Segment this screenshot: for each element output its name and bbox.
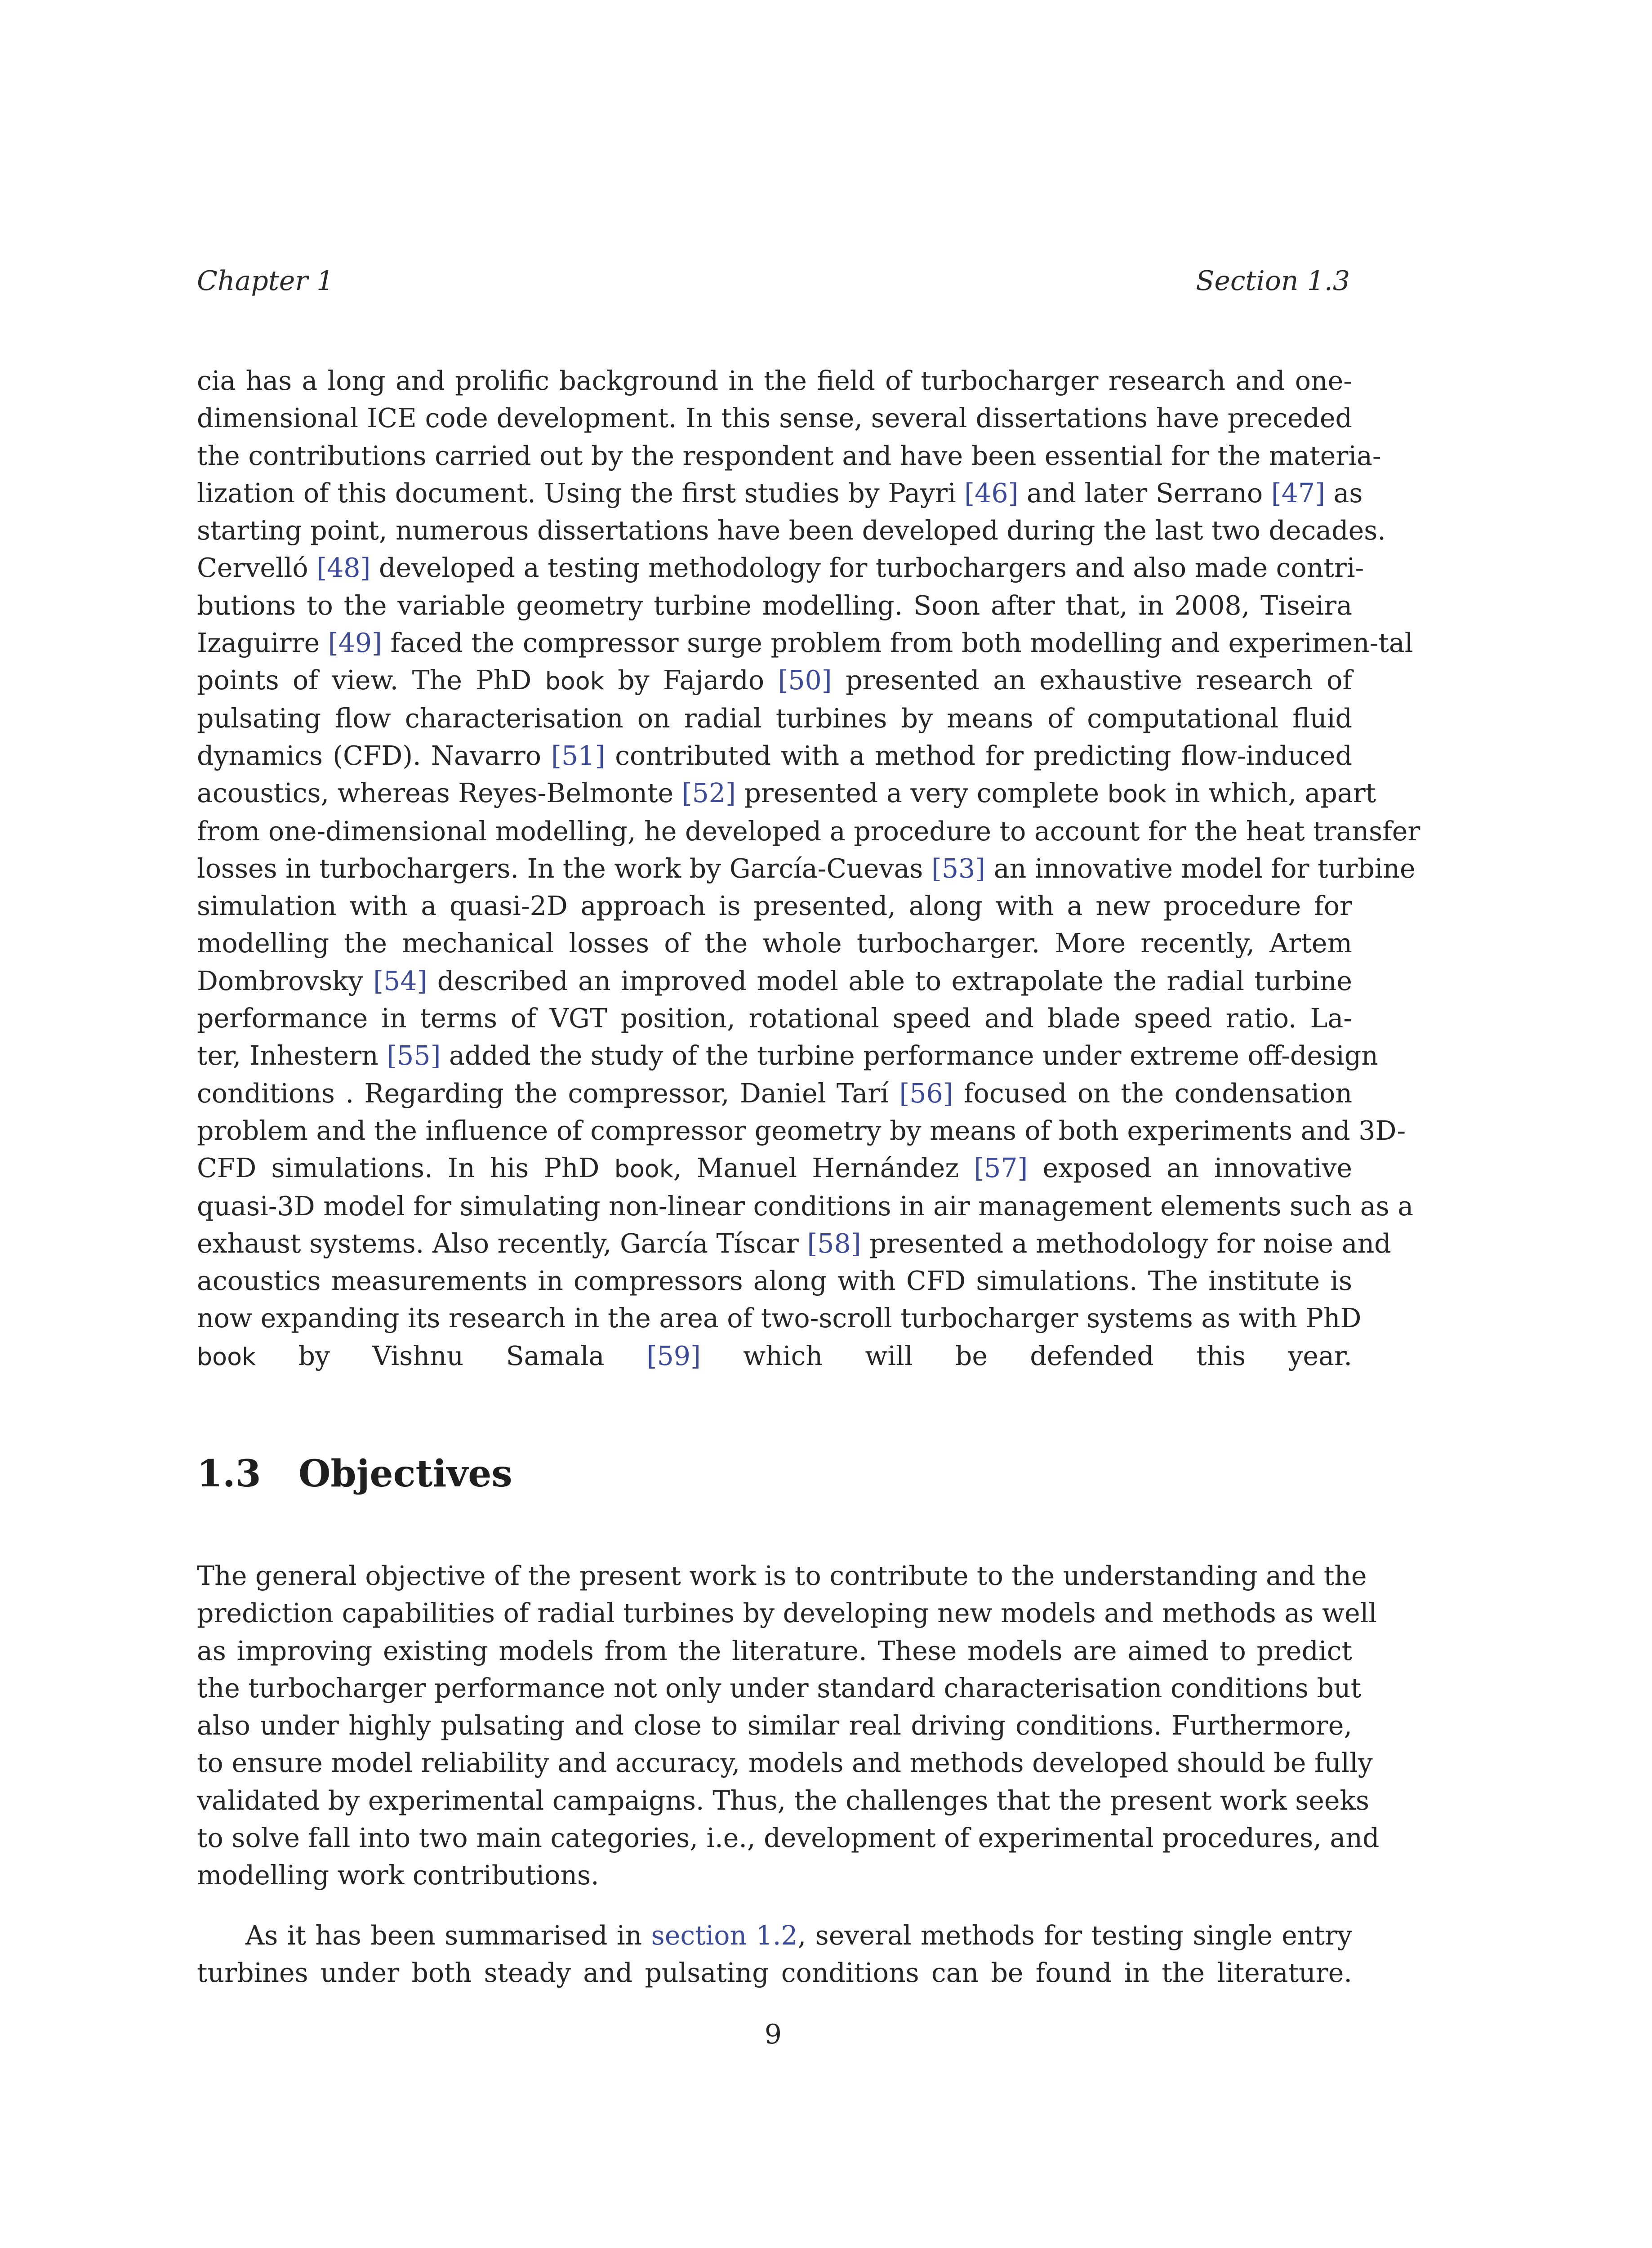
text-run: The general objective of the present work is to contribute to the understanding and the [197,1561,1367,1591]
text-line [197,1188,1414,1225]
text-run: , Manuel Hernández [673,1153,974,1184]
text-run: contributed with a method for predicting flow-induced [605,740,1352,771]
text-line [197,813,1420,850]
page-number: 9 [764,2019,782,2050]
text-line [197,1338,1352,1375]
text-line [197,1954,1352,1992]
section-heading [197,1452,512,1495]
text-line [197,549,1364,587]
text-line [197,587,1352,624]
text-run: in which, apart [1166,778,1376,809]
citation-link[interactable]: [52] [681,778,736,809]
text-line [197,888,1352,925]
text-run: the contributions carried out by the respondent and have been essential for the materia- [197,440,1381,471]
text-run: dynamics (CFD). Navarro [197,740,552,771]
text-line [197,1150,1352,1187]
text-run: also under highly pulsating and close to similar real driving conditions. Furthermore, [197,1710,1352,1741]
text-run: and later Serrano [1018,477,1271,508]
text-line [197,1300,1362,1337]
text-line [197,1857,1352,1894]
citation-link[interactable]: [53] [931,853,986,884]
text-run: problem and the influence of compressor geometry by means of both experiments and 3D- [197,1115,1406,1146]
text-run: modelling the mechanical losses of the whole turbocharger. More recently, Artem [197,928,1352,959]
text-run: as improving existing models from the literature. These models are aimed to predict [197,1635,1352,1666]
citation-link[interactable]: [55] [387,1040,441,1071]
book-word: book [1107,780,1167,808]
text-line [197,362,1352,400]
citation-link[interactable]: [57] [974,1153,1028,1184]
text-line [197,1225,1391,1262]
citation-link[interactable]: [56] [899,1078,953,1109]
section-number: 1.3 [197,1452,261,1495]
text-line [197,1820,1380,1857]
text-run: presented an exhaustive research of [832,665,1352,696]
text-line [197,700,1352,737]
text-run: now expanding its research in the area of two-scroll turbocharger systems as with PhD [197,1303,1362,1334]
text-run: to ensure model reliability and accuracy, models and methods developed should be fully [197,1748,1373,1779]
text-run: cia has a long and prolific background in the field of turbocharger research and one- [197,366,1352,396]
text-line [197,400,1352,437]
text-line [197,1707,1352,1744]
text-run: an innovative model for turbine [985,853,1416,884]
citation-link[interactable]: [58] [807,1228,861,1259]
citation-link[interactable]: [50] [778,665,832,696]
text-line [197,963,1352,1000]
text-line [197,624,1413,662]
text-run: prediction capabilities of radial turbines by developing new models and methods as well [197,1598,1377,1629]
text-line [197,775,1376,812]
text-line [197,662,1352,700]
text-line [197,1632,1352,1670]
header-section: Section 1.3 [1196,265,1350,297]
text-line [197,1262,1352,1300]
paragraph-testing-methods [197,1917,1352,1992]
text-line [197,737,1352,775]
text-line [197,437,1381,475]
paragraph-objectives [197,1557,1380,1895]
text-run: by Vishnu Samala [256,1340,647,1371]
text-line [197,1670,1362,1707]
citation-link[interactable]: [54] [373,965,427,996]
paragraph-background [197,362,1420,1375]
text-line [197,1075,1352,1112]
text-run: by Fajardo [604,665,778,696]
text-run: Izaguirre [197,628,328,659]
text-line [197,1744,1373,1782]
text-run: as [1325,477,1363,508]
text-run: dimensional ICE code development. In this sense, several dissertations have preceded [197,403,1352,434]
text-run: from one-dimensional modelling, he developed a procedure to account for the heat transfer [197,816,1420,847]
book-word: book [197,1342,256,1371]
text-run: pulsating flow characterisation on radial turbines by means of computational fluid [197,703,1352,734]
text-run: As it has been summarised in [245,1920,651,1951]
text-line [197,1000,1352,1037]
section-title: Objectives [298,1452,512,1495]
text-run: to solve fall into two main categories, i.e., development of experimental procedures, and [197,1823,1380,1854]
text-run: developed a testing methodology for turbochargers and also made contri- [370,553,1364,584]
citation-link[interactable]: [51] [551,740,606,771]
text-run: , several methods for testing single entry [797,1920,1352,1951]
text-run: acoustics, whereas Reyes-Belmonte [197,778,682,809]
text-run: quasi-3D model for simulating non-linear conditions in air management elements such as a [197,1191,1414,1222]
text-line [197,1557,1367,1595]
text-run: added the study of the turbine performance under extreme off-design [441,1040,1378,1071]
text-line [197,1112,1406,1150]
text-line [197,925,1352,962]
text-line [197,1595,1377,1632]
text-run: performance in terms of VGT position, rotational speed and blade speed ratio. La- [197,1003,1352,1034]
text-line [197,512,1386,549]
text-run: presented a methodology for noise and [861,1228,1391,1259]
text-line [197,1782,1369,1820]
text-run: described an improved model able to extrapolate the radial turbine [427,965,1352,996]
text-run: conditions . Regarding the compressor, Daniel Tarí [197,1078,899,1109]
text-run: butions to the variable geometry turbine modelling. Soon after that, in 2008, Tiseira [197,590,1352,621]
text-run: Dombrovsky [197,965,374,996]
text-line [197,1917,1352,1954]
text-run: exhaust systems. Also recently, García Tíscar [197,1228,807,1259]
text-run: lization of this document. Using the first studies by Payri [197,477,965,508]
text-run: validated by experimental campaigns. Thus, the challenges that the present work seeks [197,1785,1369,1816]
text-run: Cervelló [197,553,317,584]
header-chapter: Chapter 1 [197,265,334,297]
text-run: losses in turbochargers. In the work by García-Cuevas [197,853,932,884]
text-run: which will be defended this year. [700,1340,1352,1371]
text-run: CFD simulations. In his PhD [197,1153,614,1184]
citation-link[interactable]: [46] [964,477,1019,508]
text-run: exposed an innovative [1028,1153,1353,1184]
citation-link[interactable]: [49] [328,628,382,659]
text-line [197,1037,1378,1075]
citation-link[interactable]: section 1.2 [651,1920,798,1951]
text-run: simulation with a quasi-2D approach is presented, along with a new procedure for [197,891,1352,922]
text-run: presented a very complete [735,778,1108,809]
citation-link[interactable]: [47] [1271,477,1325,508]
text-run: points of view. The PhD [197,665,545,696]
running-header [197,265,1350,297]
text-run: faced the compressor surge problem from both modelling and experimen-tal [382,628,1413,659]
book-word: book [614,1155,673,1183]
text-line [197,850,1416,888]
text-run: starting point, numerous dissertations have been developed during the last two decades. [197,515,1386,546]
text-run: acoustics measurements in compressors along with CFD simulations. The institute is [197,1266,1352,1297]
text-line [197,475,1363,512]
text-run: turbines under both steady and pulsating conditions can be found in the literature. [197,1958,1352,1989]
citation-link[interactable]: [48] [316,553,371,584]
citation-link[interactable]: [59] [646,1340,701,1371]
book-word: book [545,667,604,696]
text-run: focused on the condensation [953,1078,1353,1109]
text-run: the turbocharger performance not only under standard characterisation conditions but [197,1673,1362,1704]
text-run: modelling work contributions. [197,1860,599,1891]
text-run: ter, Inhestern [197,1040,387,1071]
